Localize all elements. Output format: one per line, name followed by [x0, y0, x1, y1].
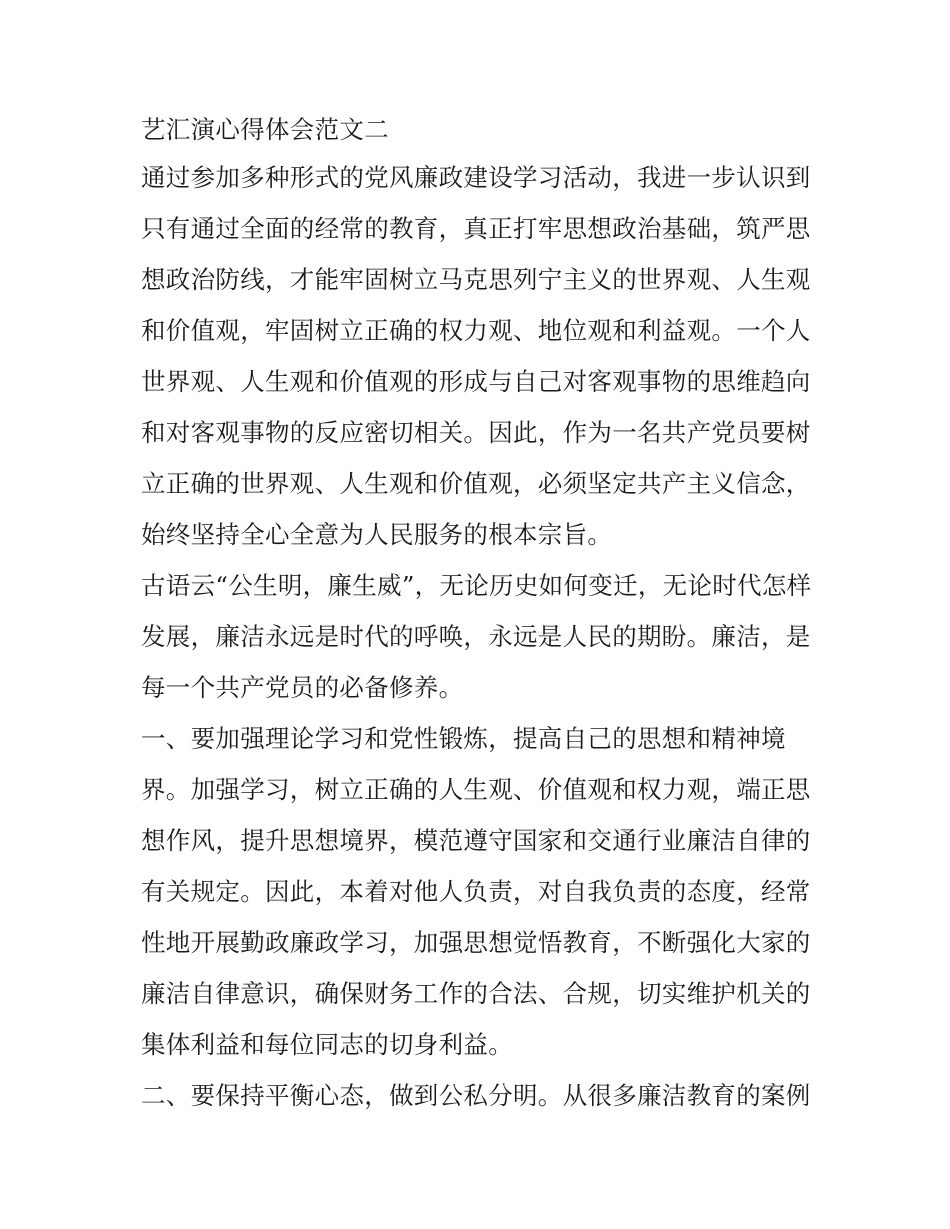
- text-line: 想政治防线，才能牢固树立马克思列宁主义的世界观、人生观: [141, 265, 811, 294]
- text-line: 通过参加多种形式的党风廉政建设学习活动，我进一步认识到: [141, 163, 811, 192]
- text-line: 有关规定。因此，本着对他人负责，对自我负责的态度，经常: [141, 877, 811, 906]
- text-line: 和价值观，牢固树立正确的权力观、地位观和利益观。一个人: [141, 316, 811, 345]
- text-line: 立正确的世界观、人生观和价值观，必须坚定共产主义信念，: [141, 469, 811, 498]
- text-line: 二、要保持平衡心态，做到公私分明。从很多廉洁教育的案例: [141, 1081, 811, 1110]
- text-line: 性地开展勤政廉政学习，加强思想觉悟教育，不断强化大家的: [141, 928, 811, 957]
- text-line: 每一个共产党员的必备修养。: [141, 673, 464, 702]
- text-line: 界。加强学习，树立正确的人生观、价值观和权力观，端正思: [141, 775, 811, 804]
- text-line: 集体利益和每位同志的切身利益。: [141, 1030, 513, 1059]
- document-body: [141, 108, 813, 1121]
- text-line: 始终坚持全心全意为人民服务的根本宗旨。: [141, 520, 613, 549]
- text-line: 一、要加强理论学习和党性锻炼，提高自己的思想和精神境: [141, 724, 786, 753]
- text-line: 世界观、人生观和价值观的形成与自己对客观事物的思维趋向: [141, 367, 811, 396]
- text-line: 发展，廉洁永远是时代的呼唤，永远是人民的期盼。廉洁，是: [141, 622, 811, 651]
- text-line: 古语云“公生明，廉生威”，无论历史如何变迁，无论时代怎样: [141, 571, 812, 600]
- text-line: 廉洁自律意识，确保财务工作的合法、合规，切实维护机关的: [141, 979, 811, 1008]
- text-line: 和对客观事物的反应密切相关。因此，作为一名共产党员要树: [141, 418, 811, 447]
- text-line: 只有通过全面的经常的教育，真正打牢思想政治基础，筑严思: [141, 214, 811, 243]
- document-title: 艺汇演心得体会范文二: [141, 115, 389, 144]
- text-line: 想作风，提升思想境界，模范遵守国家和交通行业廉洁自律的: [141, 826, 811, 855]
